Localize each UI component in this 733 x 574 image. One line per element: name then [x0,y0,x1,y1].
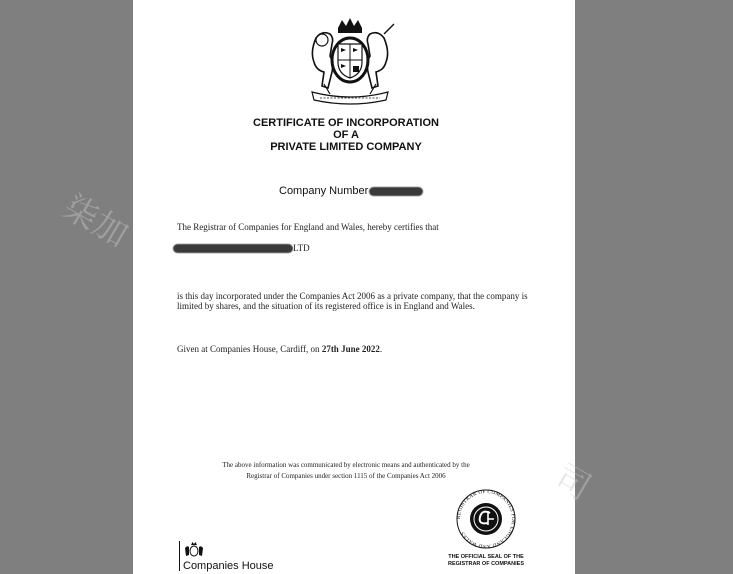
watermark-right: 司 [548,456,598,509]
electronic-authentication-note [173,460,519,482]
company-number-row [279,185,423,197]
given-statement [177,344,537,354]
company-suffix: LTD [293,243,310,253]
registrar-seal-icon [444,489,528,549]
title-line: CERTIFICATE OF INCORPORATION [253,117,439,129]
registrar-statement: The Registrar of Companies for England and Wales, hereby certifies that [177,222,439,232]
company-number-redaction [369,187,423,196]
royal-coat-of-arms-icon [302,18,398,106]
given-date: 27th June 2022 [321,344,380,354]
crest-icon [183,542,205,558]
logo-divider [179,541,180,571]
certificate-title [133,117,559,153]
note-line: Registrar of Companies under section 1115 of the Companies Act 2006 [246,472,446,480]
incorporation-statement: is this day incorporated under the Companies Act 2006 as a private company, that the company is limited by shares, and the situation of its registered office is in England and Wales. [177,291,528,311]
certificate-page [133,0,575,574]
given-prefix: Given at Companies House, Cardiff, on [177,344,320,354]
logo-text: Companies House [183,560,274,572]
title-line: OF A [333,129,359,141]
seal-caption-line: THE OFFICIAL SEAL OF THE [448,554,524,560]
watermark-left: 柒加 [56,186,135,256]
seal-ring-text: REGISTRAR OF COMPANIES FOR ENGLAND AND WALES [455,489,517,549]
company-name-redaction [173,244,293,253]
seal-caption [439,554,533,567]
company-name-row [173,243,310,253]
given-suffix: . [379,344,383,354]
company-number-label: Company Number [279,185,369,197]
note-line: The above information was communicated by electronic means and authenticated by the [222,461,470,469]
companies-house-logo [179,541,277,573]
title-line: PRIVATE LIMITED COMPANY [270,141,422,153]
seal-caption-line: REGISTRAR OF COMPANIES [448,560,524,567]
